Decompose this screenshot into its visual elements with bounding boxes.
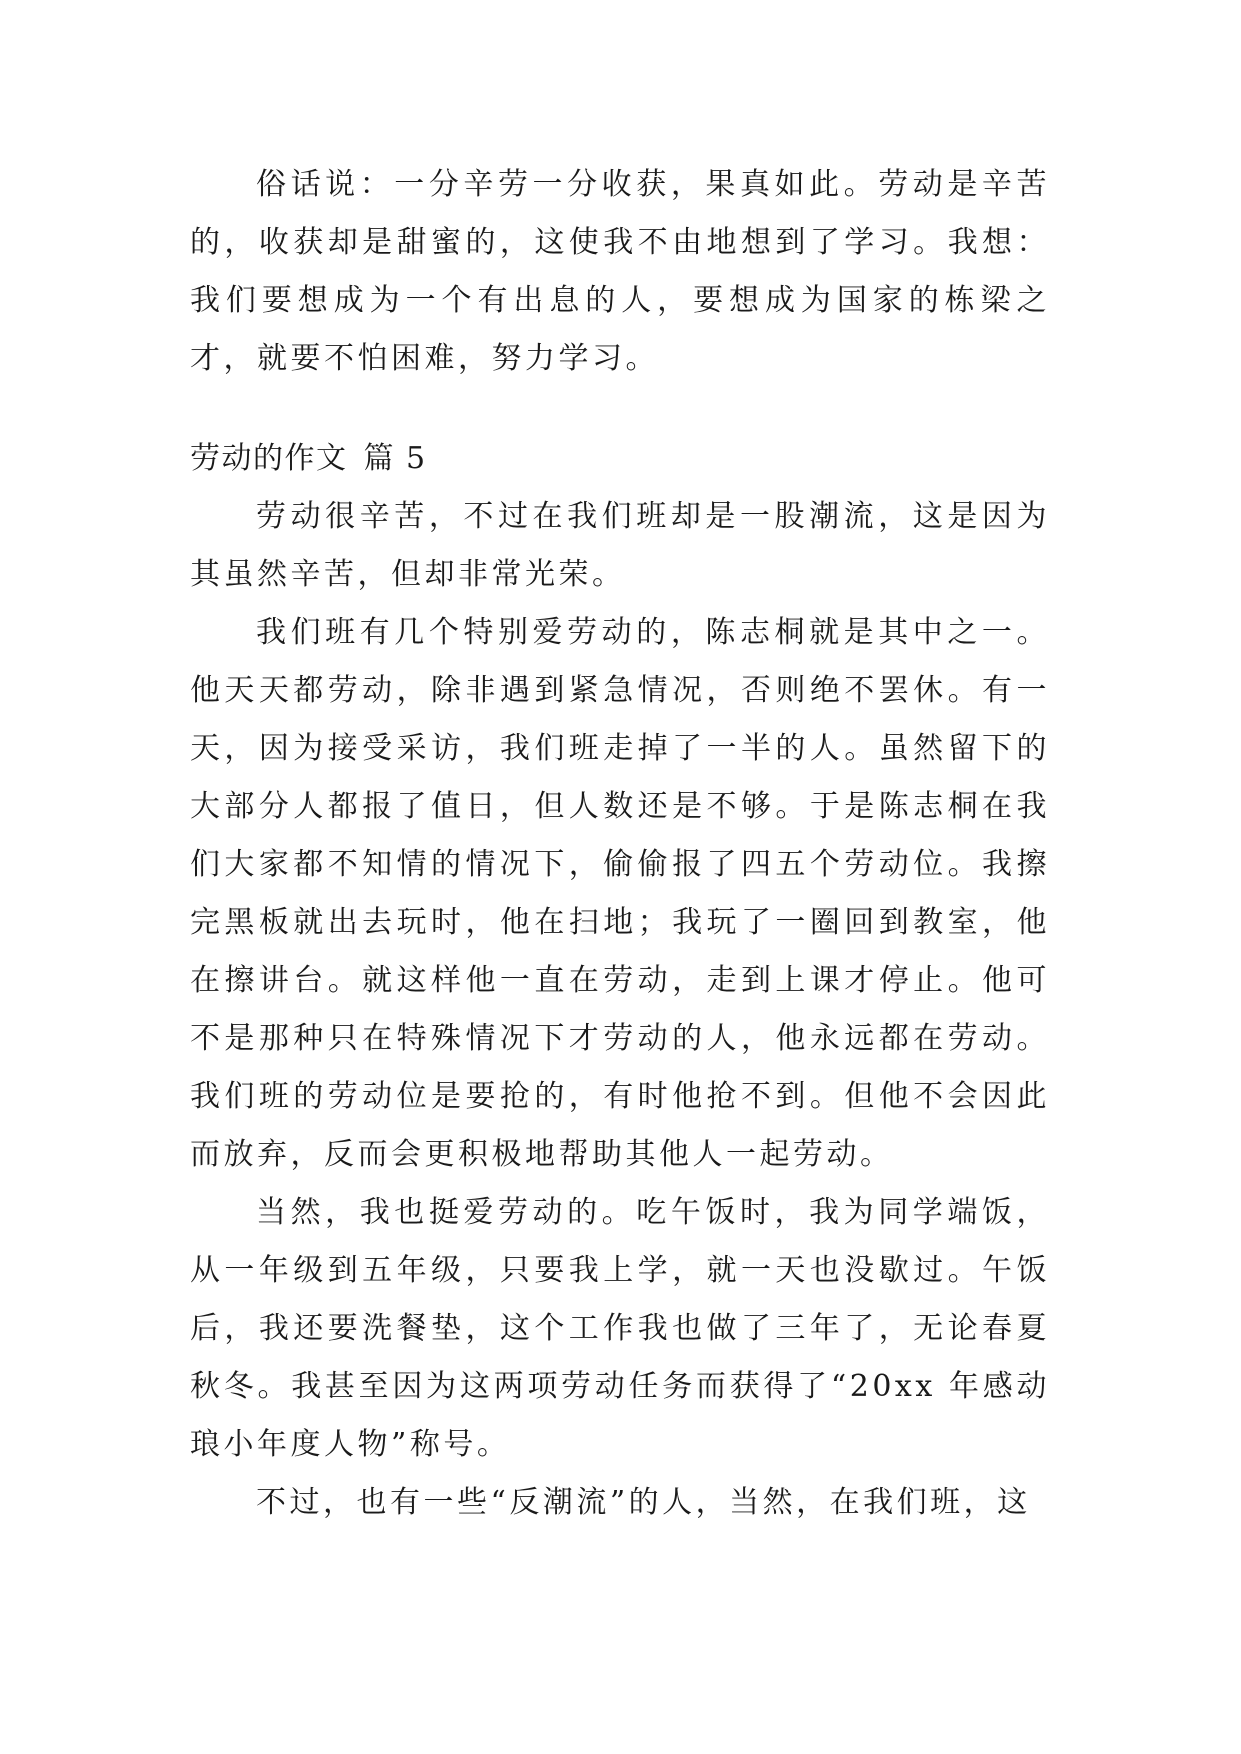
section-heading bbox=[190, 430, 1050, 488]
document-body bbox=[190, 156, 1050, 1532]
body-paragraph: 当然，我也挺爱劳动的。吃午饭时，我为同学端饭，从一年级到五年级，只要我上学，就一天也没歇过。午饭后，我还要洗餐垫，这个工作我也做了三年了，无论春夏秋冬。我甚至因为这两项劳动任务而获得了“20xx 年感动琅小年度人物”称号。 bbox=[190, 1195, 1050, 1462]
body-paragraph: 我们班有几个特别爱劳动的，陈志桐就是其中之一。他天天都劳动，除非遇到紧急情况，否则绝不罢休。有一天，因为接受采访，我们班走掉了一半的人。虽然留下的大部分人都报了值日，但人数还是不够。于是陈志桐在我们大家都不知情的情况下，偷偷报了四五个劳动位。我擦完黑板就出去玩时，他在扫地；我玩了一圈回到教室，他在擦讲台。就这样他一直在劳动，走到上课才停止。他可不是那种只在特殊情况下才劳动的人，他永远都在劳动。我们班的劳动位是要抢的，有时他抢不到。但他不会因此而放弃，反而会更积极地帮助其他人一起劳动。 bbox=[190, 615, 1050, 1172]
body-paragraph: 劳动很辛苦，不过在我们班却是一股潮流，这是因为其虽然辛苦，但却非常光荣。 bbox=[190, 499, 1050, 592]
intro-paragraph: 俗话说：一分辛劳一分收获，果真如此。劳动是辛苦的，收获却是甜蜜的，这使我不由地想到了学习。我想：我们要想成为一个有出息的人，要想成为国家的栋梁之才，就要不怕困难，努力学习。 bbox=[190, 167, 1050, 376]
section-title: 劳动的作文 bbox=[190, 441, 348, 476]
body-paragraph: 不过，也有一些“反潮流”的人，当然，在我们班，这 bbox=[256, 1485, 1031, 1520]
section-number: 篇 5 bbox=[363, 441, 427, 476]
